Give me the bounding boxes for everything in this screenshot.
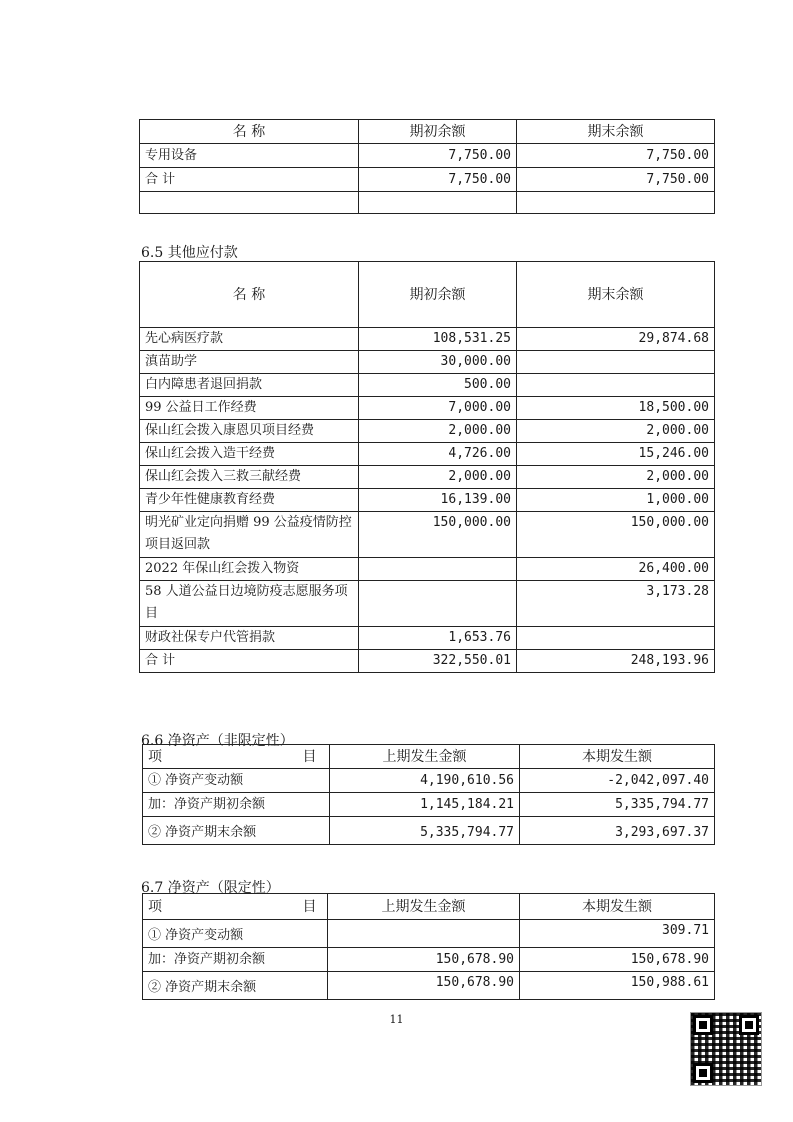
row-closing: 2,000.00: [517, 420, 715, 443]
row-opening: 2,000.00: [359, 420, 517, 443]
row-closing: 7,750.00: [517, 144, 715, 168]
row-current: -2,042,097.40: [520, 769, 715, 793]
row-name: 58 人道公益日边境防疫志愿服务项目: [140, 581, 359, 627]
qr-code-icon: [690, 1012, 762, 1086]
row-closing: [517, 192, 715, 214]
row-name: 财政社保专户代管捐款: [140, 627, 359, 650]
section-title-6-5: 6.5 其他应付款: [141, 245, 238, 261]
row-closing: [517, 627, 715, 650]
row-opening: [359, 192, 517, 214]
row-name: 专用设备: [140, 144, 359, 168]
row-name: 保山红会拨入造干经费: [140, 443, 359, 466]
row-prior: 4,190,610.56: [330, 769, 520, 793]
row-name: ② 净资产期末余额: [143, 972, 328, 1000]
row-name: 明光矿业定向捐赠 99 公益疫情防控项目返回款: [140, 512, 359, 558]
row-name: 青少年性健康教育经费: [140, 489, 359, 512]
table-row: [140, 512, 715, 558]
row-current: 5,335,794.77: [520, 793, 715, 817]
header-current-period: 本期发生额: [520, 894, 715, 920]
row-opening: 1,653.76: [359, 627, 517, 650]
row-opening: 30,000.00: [359, 351, 517, 374]
row-current: 3,293,697.37: [520, 817, 715, 845]
table-row: [140, 581, 715, 627]
row-name: [140, 192, 359, 214]
row-closing: [517, 374, 715, 397]
table-row: [143, 793, 715, 817]
header-current-period: 本期发生额: [520, 745, 715, 769]
row-closing: 26,400.00: [517, 558, 715, 581]
row-prior: 150,678.90: [328, 948, 520, 972]
row-name: ② 净资产期末余额: [143, 817, 330, 845]
row-closing: 3,173.28: [517, 581, 715, 627]
table-row: [140, 627, 715, 650]
row-current: 309.71: [520, 920, 715, 948]
header-prior-period: 上期发生金额: [328, 894, 520, 920]
row-prior: 1,145,184.21: [330, 793, 520, 817]
header-opening-balance: 期初余额: [359, 120, 517, 144]
row-opening: 16,139.00: [359, 489, 517, 512]
row-closing: 15,246.00: [517, 443, 715, 466]
row-name: 保山红会拨入康恩贝项目经费: [140, 420, 359, 443]
header-opening-balance: 期初余额: [359, 262, 517, 328]
table-row: [140, 420, 715, 443]
row-closing: [517, 351, 715, 374]
row-closing: 248,193.96: [517, 650, 715, 673]
row-current: 150,988.61: [520, 972, 715, 1000]
row-name: ① 净资产变动额: [143, 920, 328, 948]
table-row: [140, 443, 715, 466]
row-opening: 500.00: [359, 374, 517, 397]
row-opening: 150,000.00: [359, 512, 517, 558]
equipment-table: [139, 119, 715, 214]
row-closing: 2,000.00: [517, 466, 715, 489]
header-item: 项 目: [143, 894, 328, 920]
row-opening: 322,550.01: [359, 650, 517, 673]
header-item: 项 目: [143, 745, 330, 769]
table-row: [143, 817, 715, 845]
header-closing-balance: 期末余额: [517, 120, 715, 144]
row-prior: [328, 920, 520, 948]
section-title-6-6: 6.6 净资产（非限定性）: [141, 733, 294, 749]
row-name: 2022 年保山红会拨入物资: [140, 558, 359, 581]
row-closing: 18,500.00: [517, 397, 715, 420]
row-name: 合 计: [140, 168, 359, 192]
row-closing: 7,750.00: [517, 168, 715, 192]
net-assets-unrestricted-table: [142, 744, 715, 845]
table-row: [140, 558, 715, 581]
row-opening: 7,000.00: [359, 397, 517, 420]
total-row: [140, 650, 715, 673]
table-row: [140, 351, 715, 374]
row-name: ① 净资产变动额: [143, 769, 330, 793]
table-row: [140, 328, 715, 351]
row-name: 滇苗助学: [140, 351, 359, 374]
row-opening: 2,000.00: [359, 466, 517, 489]
table-row: [140, 466, 715, 489]
table-row: [140, 489, 715, 512]
table-row: [143, 972, 715, 1000]
table-row: [143, 769, 715, 793]
header-name: 名 称: [140, 120, 359, 144]
row-name: 合 计: [140, 650, 359, 673]
section-title-6-7: 6.7 净资产（限定性）: [141, 880, 280, 896]
other-payables-table: [139, 261, 715, 673]
table-row: [140, 397, 715, 420]
row-name: 先心病医疗款: [140, 328, 359, 351]
table-row: [143, 948, 715, 972]
page-number: 11: [389, 1013, 404, 1026]
total-row: [140, 168, 715, 192]
row-closing: 1,000.00: [517, 489, 715, 512]
table-row: [143, 920, 715, 948]
header-closing-balance: 期末余额: [517, 262, 715, 328]
row-opening: 108,531.25: [359, 328, 517, 351]
row-opening: [359, 581, 517, 627]
row-opening: 7,750.00: [359, 144, 517, 168]
net-assets-restricted-table: [142, 893, 715, 1000]
row-closing: 29,874.68: [517, 328, 715, 351]
row-opening: 4,726.00: [359, 443, 517, 466]
row-opening: [359, 558, 517, 581]
header-prior-period: 上期发生金额: [330, 745, 520, 769]
row-name: 99 公益日工作经费: [140, 397, 359, 420]
row-closing: 150,000.00: [517, 512, 715, 558]
row-name: 保山红会拨入三救三献经费: [140, 466, 359, 489]
row-name: 加：净资产期初余额: [143, 948, 328, 972]
row-current: 150,678.90: [520, 948, 715, 972]
table-row: [140, 144, 715, 168]
row-name: 白内障患者退回捐款: [140, 374, 359, 397]
table-row: [140, 374, 715, 397]
row-prior: 5,335,794.77: [330, 817, 520, 845]
row-name: 加：净资产期初余额: [143, 793, 330, 817]
row-opening: 7,750.00: [359, 168, 517, 192]
row-prior: 150,678.90: [328, 972, 520, 1000]
header-name: 名 称: [140, 262, 359, 328]
table-row-empty: [140, 192, 715, 214]
